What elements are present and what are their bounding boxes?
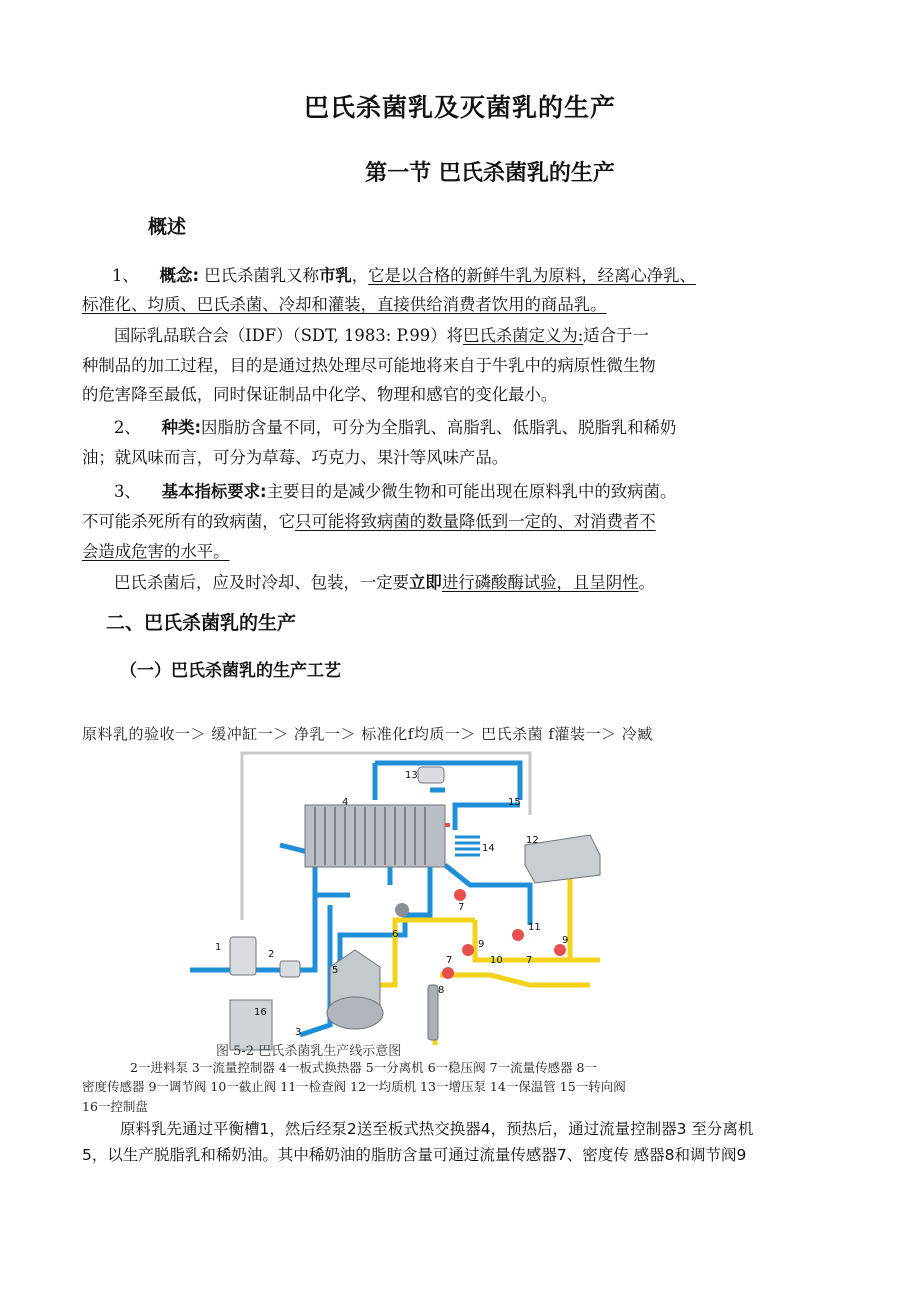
flow-sensor bbox=[442, 967, 454, 979]
label-3: 3 bbox=[295, 1027, 302, 1038]
figure-caption: 图 5-2 巴氏杀菌乳生产线示意图 bbox=[216, 1044, 402, 1059]
label-2: 2 bbox=[268, 949, 275, 960]
concept-term: 市乳 bbox=[318, 266, 352, 285]
document-title: 巴氏杀菌乳及灭菌乳的生产 bbox=[303, 93, 616, 122]
label-5: 5 bbox=[332, 965, 339, 976]
label-16: 16 bbox=[254, 1007, 267, 1018]
concept-line-1 bbox=[112, 262, 696, 286]
concept-line-2 bbox=[82, 291, 607, 315]
requirements-underlined: 只可能将致病菌的数量降低到一定的、对消费者不 bbox=[295, 512, 656, 531]
concept-text: 巴氏杀菌乳又称 bbox=[204, 266, 319, 285]
density-sensor bbox=[428, 985, 438, 1040]
requirements-text: 主要目的是减少微生物和可能出现在原料乳中的致病菌。 bbox=[266, 482, 677, 501]
booster-pump bbox=[418, 767, 444, 783]
types-text: 因脂肪含量不同，可分为全脂乳、高脂乳、低脂乳、脱脂乳和稀奶 bbox=[201, 418, 677, 437]
process-description-line-2: 5，以生产脱脂乳和稀奶油。其中稀奶油的脂肪含量可通过流量传感器7、密度传 感器8和调节阀9 bbox=[82, 1146, 747, 1164]
idf-text-b: 适合于一 bbox=[583, 326, 649, 345]
idf-line-2: 种制品的加工过程，目的是通过热处理尽可能地将来自于牛乳中的病原性微生物 bbox=[82, 356, 656, 375]
legend-line-1: 2一进料泵 3一流量控制器 4一板式换热器 5一分离机 6一稳压阀 7一流量传感器 8一 bbox=[130, 1060, 598, 1075]
regulating-valve bbox=[462, 944, 474, 956]
phosphatase-line bbox=[114, 569, 655, 593]
legend-line-2: 密度传感器 9一调节阀 10一截止阀 11一检查阀 12一均质机 13一增压泵 14一保温管 15一转向阀 bbox=[82, 1079, 626, 1094]
label-15: 15 bbox=[508, 797, 521, 808]
label-4: 4 bbox=[342, 797, 349, 808]
legend-line-3: 16一控制盘 bbox=[82, 1099, 148, 1114]
flow-sensor bbox=[454, 889, 466, 901]
process-flow: 原料乳的验收一＞ 缓冲缸一＞ 净乳一＞ 标准化f均质一＞ 巴氏杀菌 f灌装一＞ 冷臧 bbox=[82, 725, 653, 743]
idf-text: 国际乳品联合会（IDF）（SDT, 1983: P.99）将 bbox=[114, 326, 464, 345]
flow-sensor bbox=[512, 929, 524, 941]
requirements-underlined-b: 会造成危害的水平。 bbox=[82, 542, 230, 561]
label-1: 1 bbox=[215, 942, 222, 953]
feed-pump bbox=[280, 961, 300, 977]
concept-label: 概念: bbox=[159, 266, 200, 285]
requirements-line-3 bbox=[82, 538, 230, 562]
plate-heat-exchanger bbox=[305, 805, 445, 867]
idf-definition-label: 巴氏杀菌定义为: bbox=[463, 326, 584, 345]
requirements-line-1 bbox=[114, 478, 676, 502]
item-number: 1、 bbox=[112, 266, 139, 285]
period: 。 bbox=[638, 573, 655, 592]
separator bbox=[327, 950, 383, 1029]
constant-pressure-valve bbox=[395, 903, 409, 917]
label-11: 11 bbox=[528, 922, 541, 933]
types-line-1 bbox=[114, 414, 676, 438]
phosphatase-text: 巴氏杀菌后，应及时冷却、包装，一定要 bbox=[114, 573, 410, 592]
label-7c: 7 bbox=[526, 955, 533, 966]
cream-lines bbox=[365, 865, 600, 1045]
section-title: 第一节 巴氏杀菌乳的生产 bbox=[365, 161, 615, 186]
holding-tube bbox=[455, 837, 480, 855]
balance-tank bbox=[230, 937, 256, 975]
label-13: 13 bbox=[405, 770, 418, 781]
section-2-heading: 二、巴氏杀菌乳的生产 bbox=[106, 612, 297, 634]
requirements-line-2 bbox=[82, 508, 656, 532]
label-7b: 7 bbox=[446, 955, 453, 966]
comma: ， bbox=[351, 266, 369, 285]
label-9b: 9 bbox=[562, 935, 569, 946]
item-number: 2、 bbox=[114, 418, 141, 437]
idf-line-1 bbox=[114, 322, 649, 346]
subsection-heading: （一）巴氏杀菌乳的生产工艺 bbox=[120, 661, 341, 681]
process-description-line-1: 原料乳先通过平衡槽1，然后经泵2送至板式热交换器4，预热后，通过流量控制器3 至分离机 bbox=[120, 1120, 754, 1138]
label-6: 6 bbox=[392, 929, 399, 940]
concept-definition-a: 它是以合格的新鲜牛乳为原料，经离心净乳、 bbox=[368, 266, 696, 285]
label-9a: 9 bbox=[478, 939, 485, 950]
overview-heading: 概述 bbox=[148, 216, 187, 238]
phosphatase-bold: 立即 bbox=[409, 573, 442, 592]
label-10: 10 bbox=[490, 955, 503, 966]
idf-line-3: 的危害降至最低，同时保证制品中化学、物理和感官的变化最小。 bbox=[82, 385, 558, 404]
item-number: 3、 bbox=[114, 482, 141, 501]
phosphatase-underlined: 进行磷酸酶试验，且呈阴性 bbox=[441, 573, 639, 592]
label-14: 14 bbox=[482, 843, 495, 854]
types-line-2: 油；就风味而言，可分为草莓、巧克力、果汁等风味产品。 bbox=[82, 448, 509, 467]
requirements-label: 基本指标要求: bbox=[161, 482, 267, 501]
label-12: 12 bbox=[526, 835, 539, 846]
label-7a: 7 bbox=[458, 902, 465, 913]
concept-definition-b: 标准化、均质、巴氏杀菌、冷却和灌装，直接供给消费者饮用的商品乳。 bbox=[82, 295, 607, 314]
requirements-text-b: 不可能杀死所有的致病菌，它 bbox=[82, 512, 296, 531]
types-label: 种类: bbox=[161, 418, 202, 437]
production-line-diagram bbox=[190, 745, 620, 1060]
label-8: 8 bbox=[438, 985, 445, 996]
